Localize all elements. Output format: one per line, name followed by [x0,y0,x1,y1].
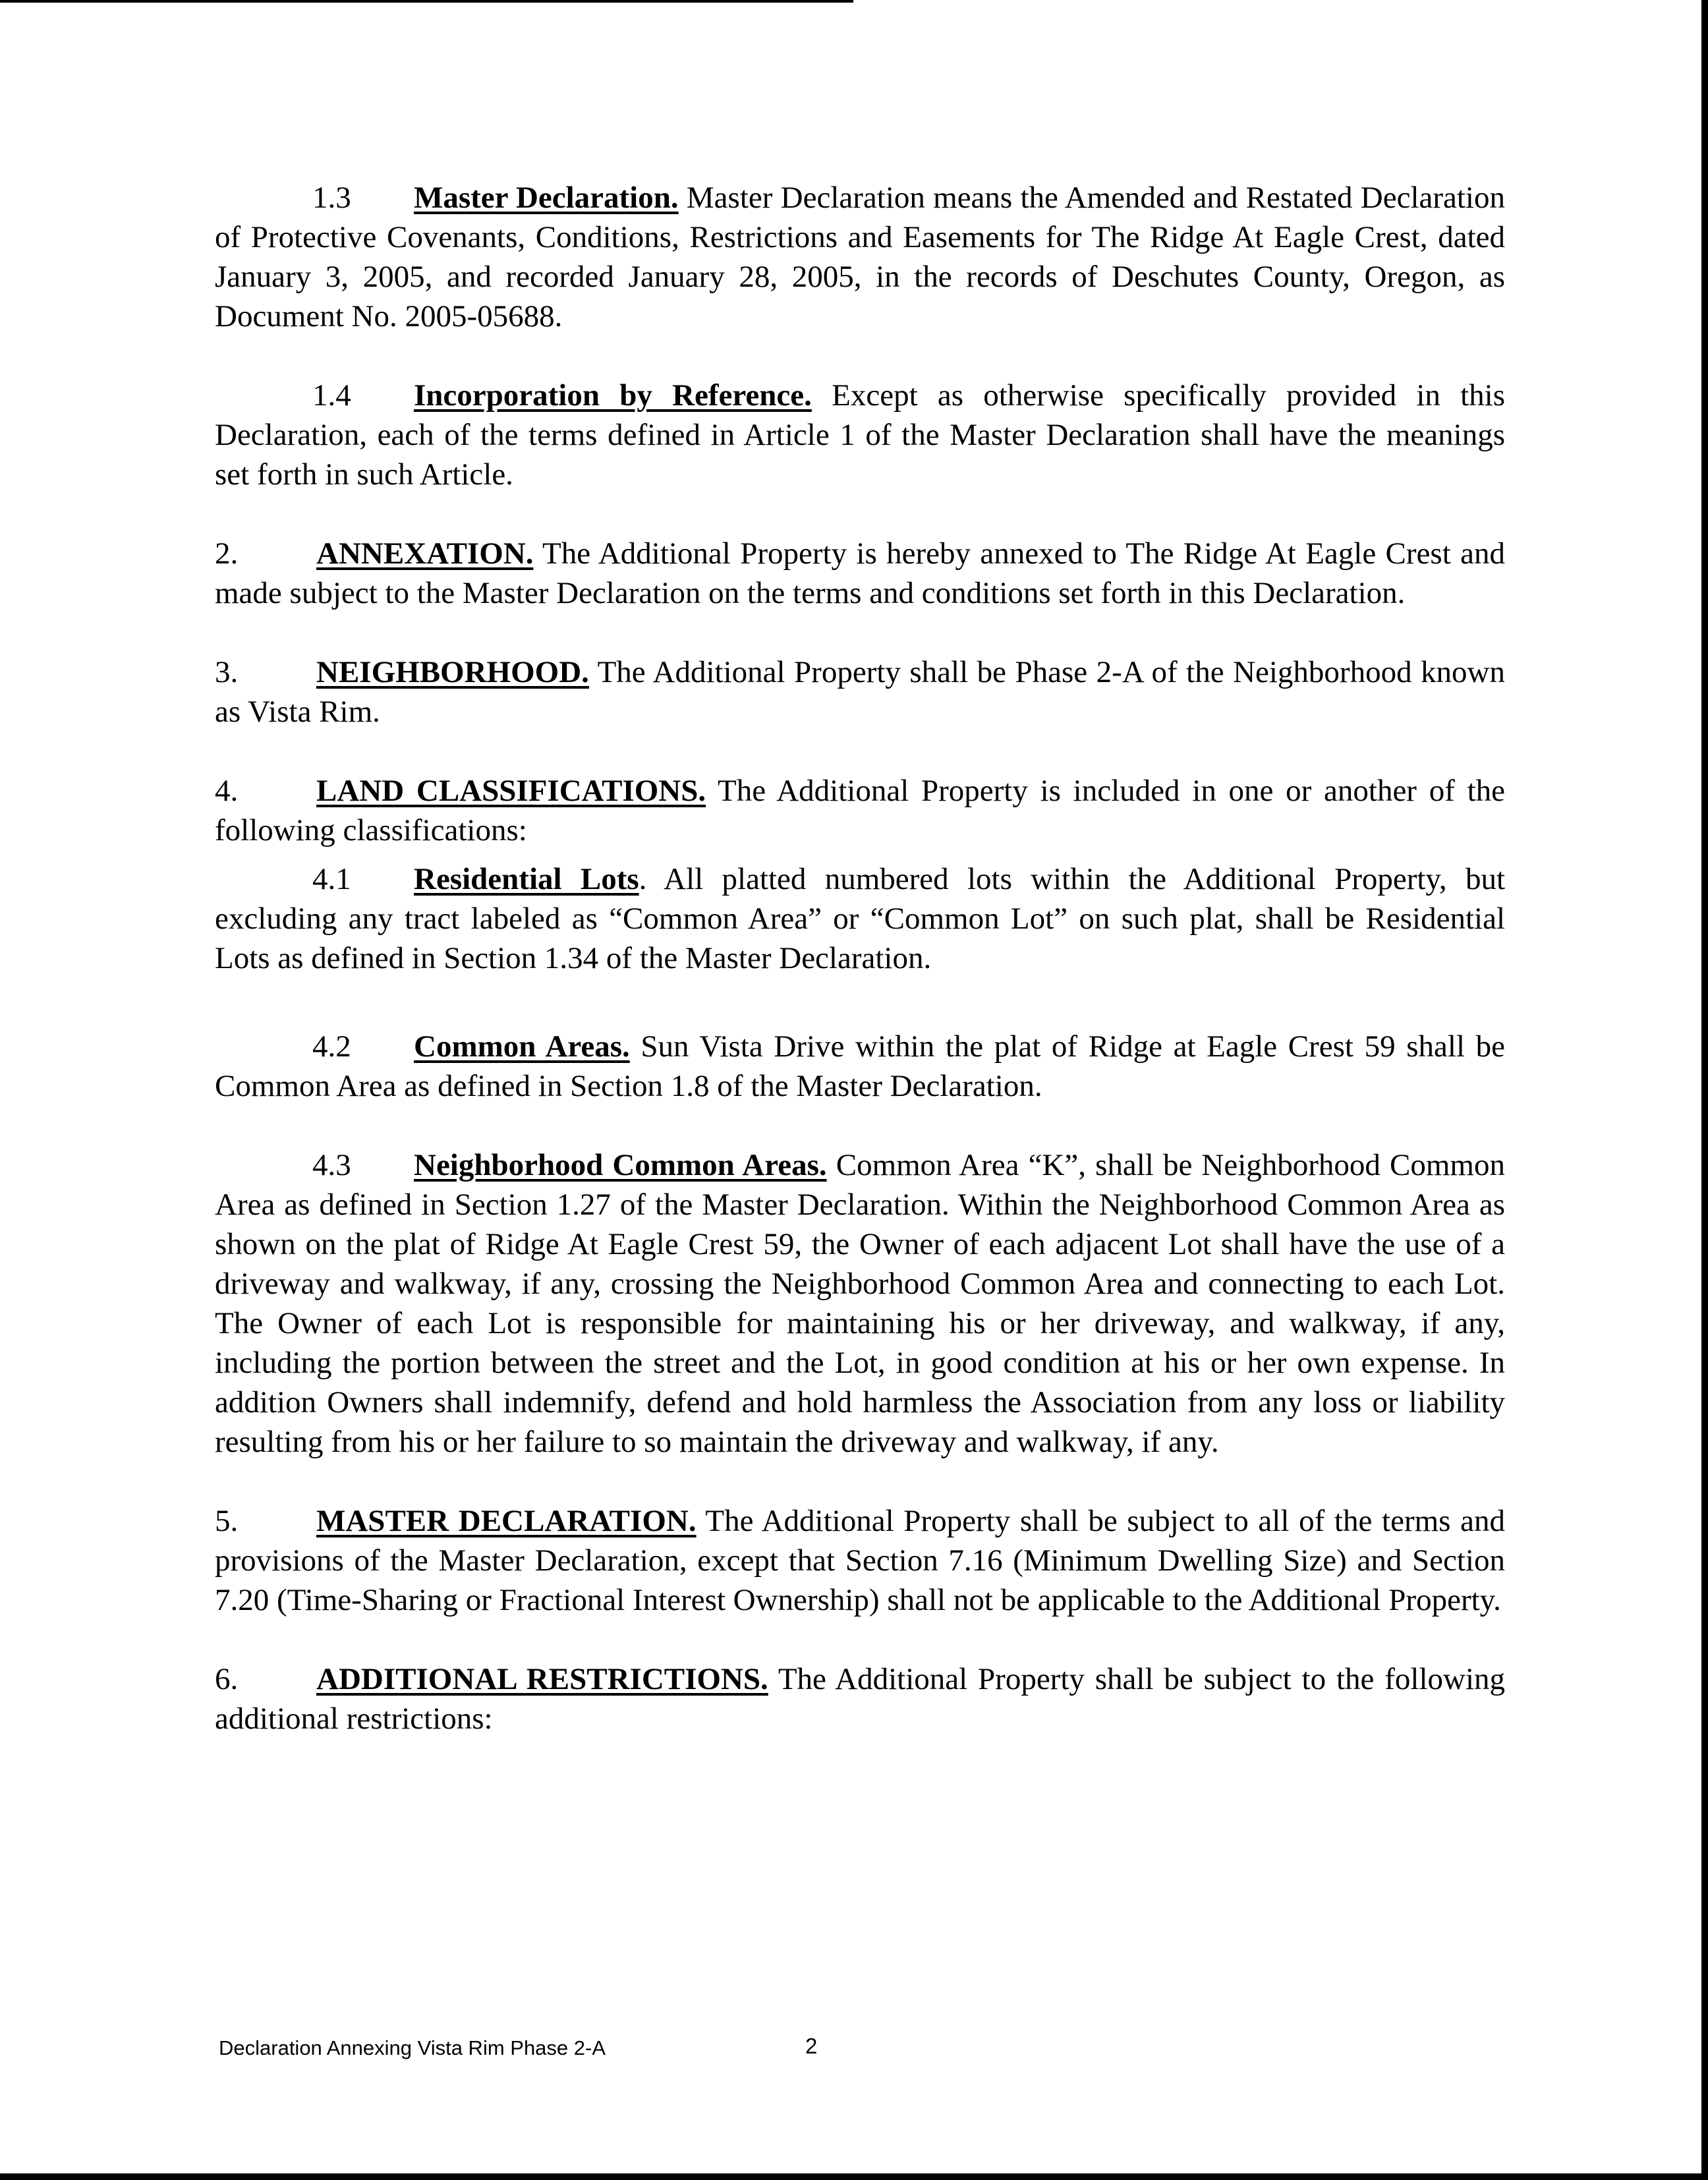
section-2 [215,534,1505,613]
section-number: 1.4 [312,378,351,413]
section-text: The Additional Property shall be subject to all of the terms and provisions of the Master Declaration, except that Section 7.16 (Minimum Dwelling Size) and Section 7.20 (Time-Sharing or Fractional Interest Ownership) shall not be applicable to the Additional Property. [215,1504,1505,1617]
section-number: 5. [215,1504,239,1538]
section-1-3 [215,178,1505,336]
section-number: 4.3 [312,1148,351,1182]
section-4 [215,771,1505,850]
section-number: 3. [215,655,239,689]
section-number: 1.3 [312,181,351,215]
section-number: 4. [215,774,239,808]
section-number: 4.1 [312,862,351,896]
section-1-4 [215,376,1505,494]
section-number: 6. [215,1662,239,1696]
section-heading: Common Areas. [414,1029,630,1064]
section-5 [215,1501,1505,1620]
section-heading: ANNEXATION. [316,536,534,571]
section-text: Common Area “K”, shall be Neighborhood Common Area as defined in Section 1.27 of the Master Declaration. Within the Neighborhood Common Area as shown on the plat of Ridge At Eagle Crest 59, the Owner of each adjacent Lot shall have the use of a driveway and walkway, if any, crossing the Neighborhood Common Area and connecting to each Lot. The Owner of each Lot is responsible for maintaining his or her driveway, and walkway, if any, including the portion between the street and the Lot, in good condition at his or her own expense. In addition Owners shall indemnify, defend and hold harmless the Association from any loss or liability resulting from his or her failure to so maintain the driveway and walkway, if any. [215,1148,1505,1459]
page-number: 2 [805,2034,818,2058]
section-heading: Neighborhood Common Areas. [414,1148,827,1182]
document-body [215,178,1505,1738]
section-heading: Incorporation by Reference. [414,378,812,413]
section-heading: MASTER DECLARATION. [316,1504,697,1538]
section-text: Master Declaration means the Amended and Restated Declaration of Protective Covenants, Conditions, Restrictions and Easements for The Ridge At Eagle Crest, dated January 3, 2005, and recorded January 28, 2005, in the records of Deschutes County, Oregon, as Document No. 2005-05688. [215,181,1505,333]
section-heading: LAND CLASSIFICATIONS. [316,774,706,808]
section-number: 2. [215,536,239,571]
section-heading: ADDITIONAL RESTRICTIONS. [316,1662,768,1696]
section-heading: Residential Lots [414,862,639,896]
section-6 [215,1659,1505,1738]
section-4-3 [215,1145,1505,1462]
section-number: 4.2 [312,1029,351,1064]
section-4-1 [215,859,1505,978]
section-text: The Additional Property is hereby annexed to The Ridge At Eagle Crest and made subject to the Master Declaration on the terms and conditions set forth in this Declaration. [215,536,1505,610]
section-text: Except as otherwise specifically provided in this Declaration, each of the terms defined in Article 1 of the Master Declaration shall have the meanings set forth in such Article. [215,378,1506,492]
section-3 [215,652,1505,731]
section-text: The Additional Property shall be subject to the following additional restrictions: [215,1662,1506,1736]
section-4-2 [215,1027,1505,1106]
footer-title: Declaration Annexing Vista Rim Phase 2-A [219,2036,606,2059]
section-text: . All platted numbered lots within the Additional Property, but excluding any tract labeled as “Common Area” or “Common Lot” on such plat, shall be Residential Lots as defined in Section 1.34 of the Master Declaration. [215,862,1505,975]
section-text: Sun Vista Drive within the plat of Ridge at Eagle Crest 59 shall be Common Area as defined in Section 1.8 of the Master Declaration. [215,1029,1505,1103]
section-heading: Master Declaration. [414,181,679,215]
section-text: The Additional Property shall be Phase 2-A of the Neighborhood known as Vista Rim. [215,655,1505,729]
section-text: The Additional Property is included in one or another of the following classifications: [215,774,1505,847]
section-heading: NEIGHBORHOOD. [316,655,589,689]
